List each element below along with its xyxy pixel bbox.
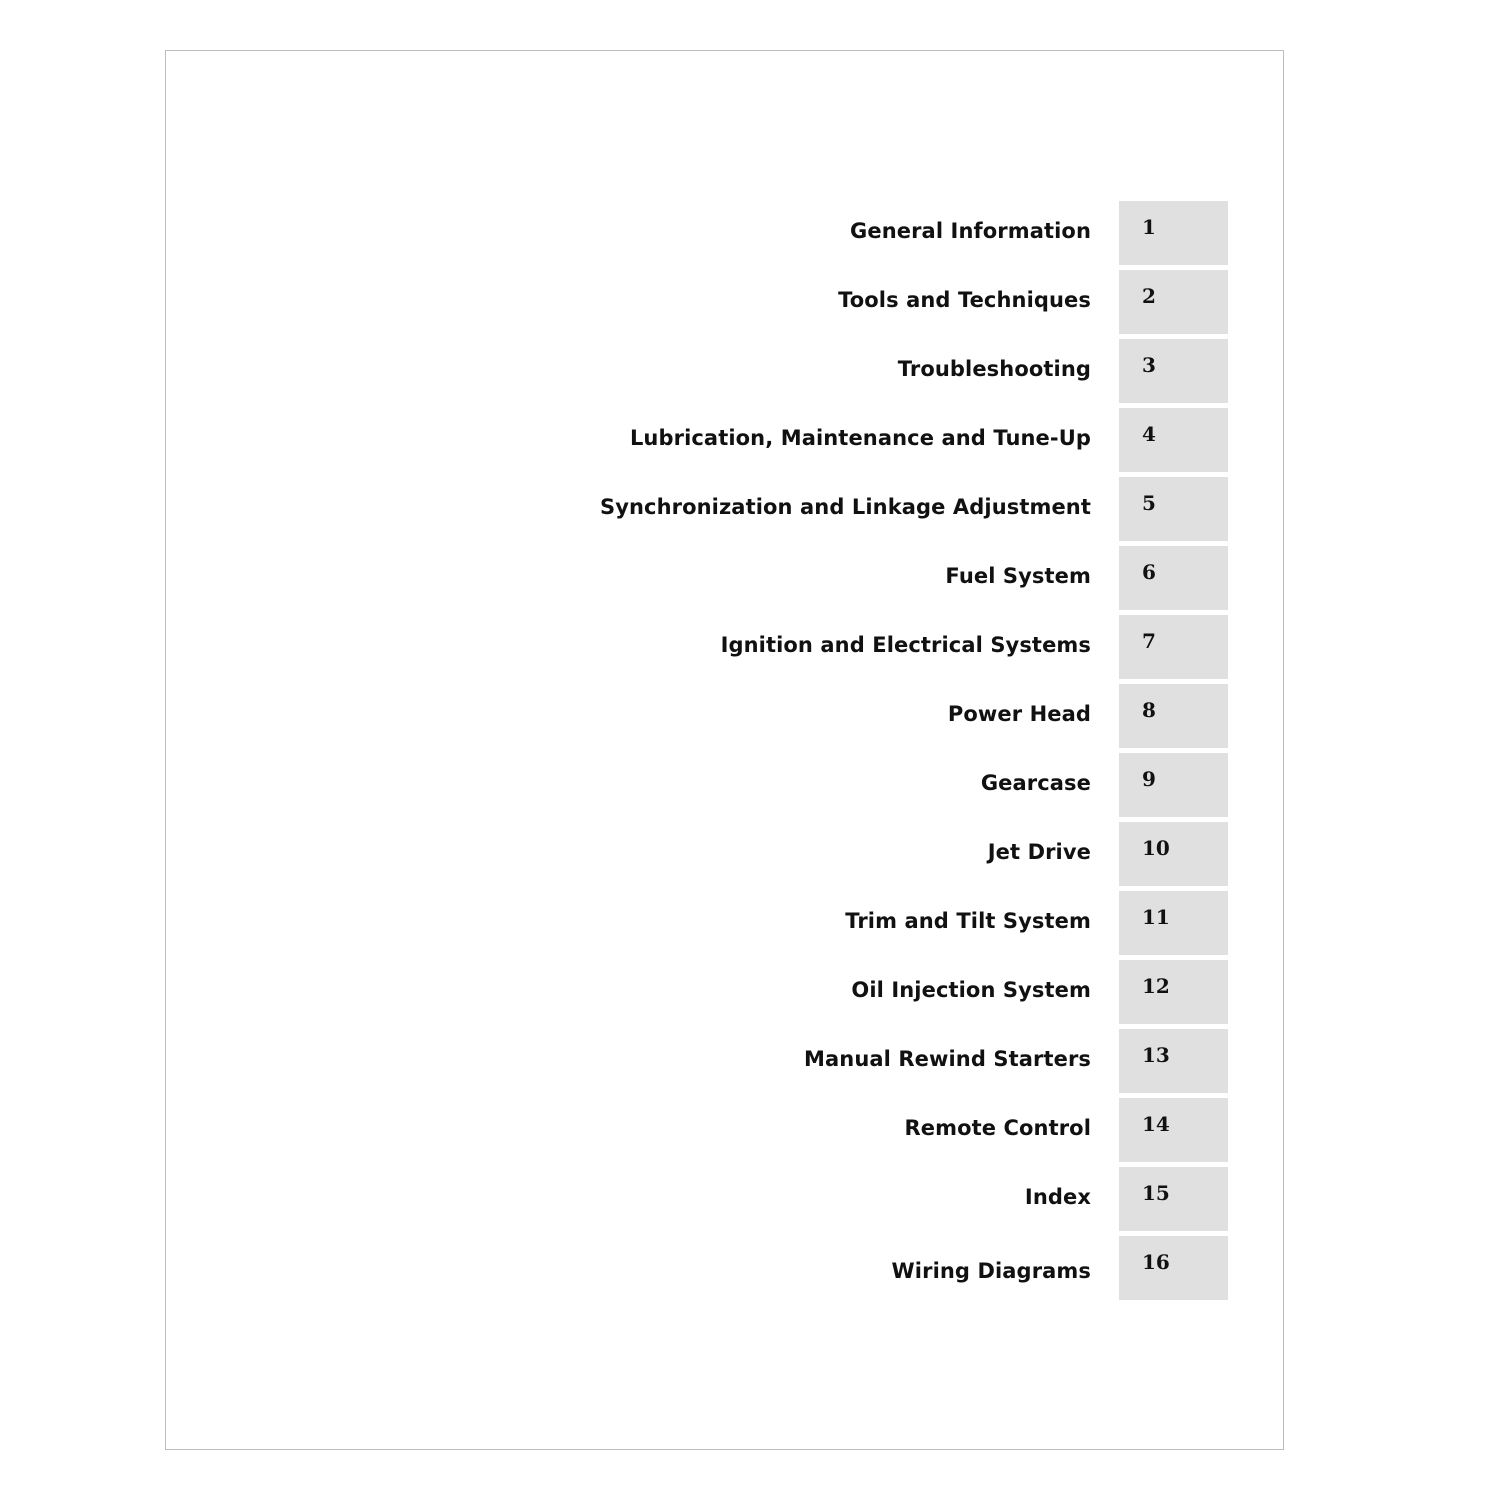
toc-title: General Information xyxy=(850,219,1091,243)
toc-title: Power Head xyxy=(947,702,1091,726)
chapter-tab xyxy=(1119,684,1228,748)
chapter-number: 16 xyxy=(1142,1250,1170,1274)
chapter-number: 2 xyxy=(1142,284,1156,308)
chapter-tab xyxy=(1119,270,1228,334)
chapter-tab xyxy=(1119,408,1228,472)
toc-title: Trim and Tilt System xyxy=(845,909,1091,933)
chapter-number: 14 xyxy=(1142,1112,1170,1136)
chapter-tab xyxy=(1119,822,1228,886)
chapter-number: 8 xyxy=(1142,698,1156,722)
chapter-number: 1 xyxy=(1142,215,1156,239)
chapter-number: 9 xyxy=(1142,767,1156,791)
toc-row-wiring-diagrams[interactable] xyxy=(166,1236,1228,1300)
toc-row-tools-and-techniques[interactable] xyxy=(166,270,1228,334)
toc-row-power-head[interactable] xyxy=(166,684,1228,748)
toc-row-manual-rewind-starters[interactable] xyxy=(166,1029,1228,1093)
chapter-number: 6 xyxy=(1142,560,1156,584)
chapter-number: 5 xyxy=(1142,491,1156,515)
toc-title: Index xyxy=(1024,1185,1091,1209)
toc-title: Jet Drive xyxy=(987,840,1091,864)
toc-row-oil-injection[interactable] xyxy=(166,960,1228,1024)
toc-row-general-information[interactable] xyxy=(166,201,1228,265)
chapter-tab xyxy=(1119,339,1228,403)
chapter-tab xyxy=(1119,615,1228,679)
chapter-number: 15 xyxy=(1142,1181,1170,1205)
toc-title: Fuel System xyxy=(945,564,1091,588)
toc-row-trim-and-tilt[interactable] xyxy=(166,891,1228,955)
chapter-number: 10 xyxy=(1142,836,1170,860)
chapter-number: 12 xyxy=(1142,974,1170,998)
chapter-tab xyxy=(1119,891,1228,955)
toc-title: Remote Control xyxy=(904,1116,1091,1140)
chapter-tab xyxy=(1119,1029,1228,1093)
toc-row-jet-drive[interactable] xyxy=(166,822,1228,886)
chapter-tab xyxy=(1119,201,1228,265)
chapter-tab xyxy=(1119,477,1228,541)
toc-title: Tools and Techniques xyxy=(838,288,1091,312)
chapter-number: 11 xyxy=(1142,905,1170,929)
chapter-tab xyxy=(1119,1098,1228,1162)
chapter-tab xyxy=(1119,1167,1228,1231)
toc-title: Manual Rewind Starters xyxy=(804,1047,1091,1071)
chapter-tab xyxy=(1119,1236,1228,1300)
chapter-tab xyxy=(1119,753,1228,817)
toc-row-synchronization[interactable] xyxy=(166,477,1228,541)
chapter-tab xyxy=(1119,960,1228,1024)
toc-title: Oil Injection System xyxy=(851,978,1091,1002)
chapter-number: 13 xyxy=(1142,1043,1170,1067)
toc-row-gearcase[interactable] xyxy=(166,753,1228,817)
chapter-number: 7 xyxy=(1142,629,1156,653)
toc-title: Troubleshooting xyxy=(897,357,1091,381)
toc-row-fuel-system[interactable] xyxy=(166,546,1228,610)
toc-title: Wiring Diagrams xyxy=(891,1259,1091,1283)
chapter-tab xyxy=(1119,546,1228,610)
chapter-index xyxy=(166,51,1283,1449)
document-page xyxy=(165,50,1284,1450)
toc-title: Lubrication, Maintenance and Tune-Up xyxy=(629,426,1091,450)
toc-row-remote-control[interactable] xyxy=(166,1098,1228,1162)
toc-title: Ignition and Electrical Systems xyxy=(720,633,1091,657)
toc-title: Gearcase xyxy=(980,771,1091,795)
toc-title: Synchronization and Linkage Adjustment xyxy=(599,495,1091,519)
toc-row-lubrication[interactable] xyxy=(166,408,1228,472)
toc-row-ignition[interactable] xyxy=(166,615,1228,679)
chapter-number: 4 xyxy=(1142,422,1156,446)
toc-row-index[interactable] xyxy=(166,1167,1228,1231)
chapter-number: 3 xyxy=(1142,353,1156,377)
toc-row-troubleshooting[interactable] xyxy=(166,339,1228,403)
